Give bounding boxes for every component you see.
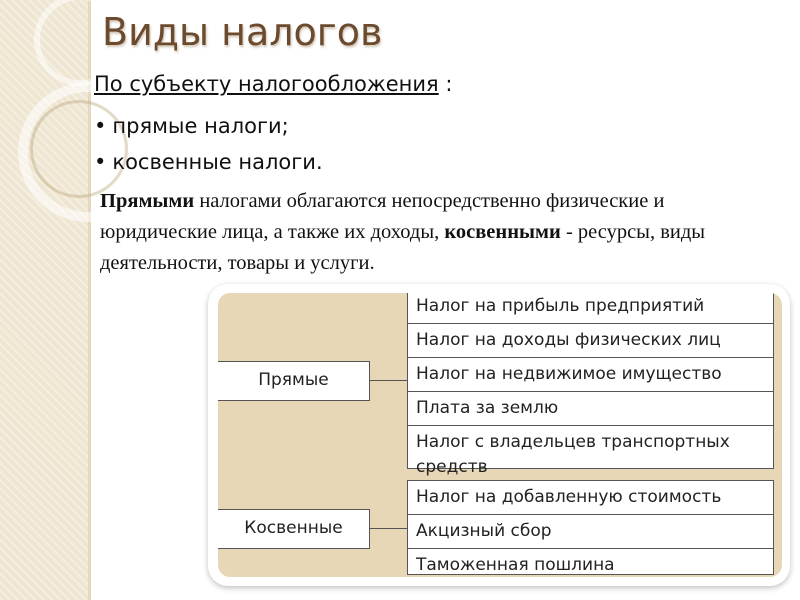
connector-line [369,528,407,529]
bullet-marker: • [94,150,107,174]
indirect-taxes-list [407,480,774,575]
tax-classification-diagram [218,293,782,577]
tax-item: Налог с владельцев транспортных средств [416,432,730,477]
definition-paragraph [100,186,740,279]
tax-item: Таможенная пошлина [416,555,615,575]
definition-direct: налогами облагаются непосредственно физические и юридические лица, а также их доходы, [100,190,665,243]
tax-item: Акцизный сбор [408,515,773,549]
tax-item: Налог на добавленную стоимость [408,481,773,515]
tax-item: Плата за землю [408,392,773,426]
connector-line [369,380,407,381]
tax-type-label: косвенные налоги. [112,150,323,174]
term-direct: Прямыми [100,190,195,212]
tax-type-list [94,108,323,180]
tax-type-item-direct [94,108,323,144]
classification-heading-text: По субъекту налогообложения [94,72,439,96]
tax-item: Налог на прибыль предприятий [408,293,773,324]
tax-item: Налог на недвижимое имущество [408,358,773,392]
category-box-direct: Прямые [218,361,370,401]
term-indirect: косвенными [444,221,561,243]
bullet-marker: • [94,114,107,138]
definition-indirect: - ресурсы, виды деятельности, товары и услуги. [100,221,706,274]
tax-type-label: прямые налоги; [112,114,289,138]
tax-item: Налог на доходы физических лиц [408,324,773,358]
category-box-indirect: Косвенные [218,509,370,549]
classification-heading-colon: : [438,72,453,96]
direct-taxes-list [407,293,774,477]
classification-heading [94,72,452,96]
slide-title: Виды налогов [102,10,383,54]
tax-type-item-indirect [94,144,323,180]
